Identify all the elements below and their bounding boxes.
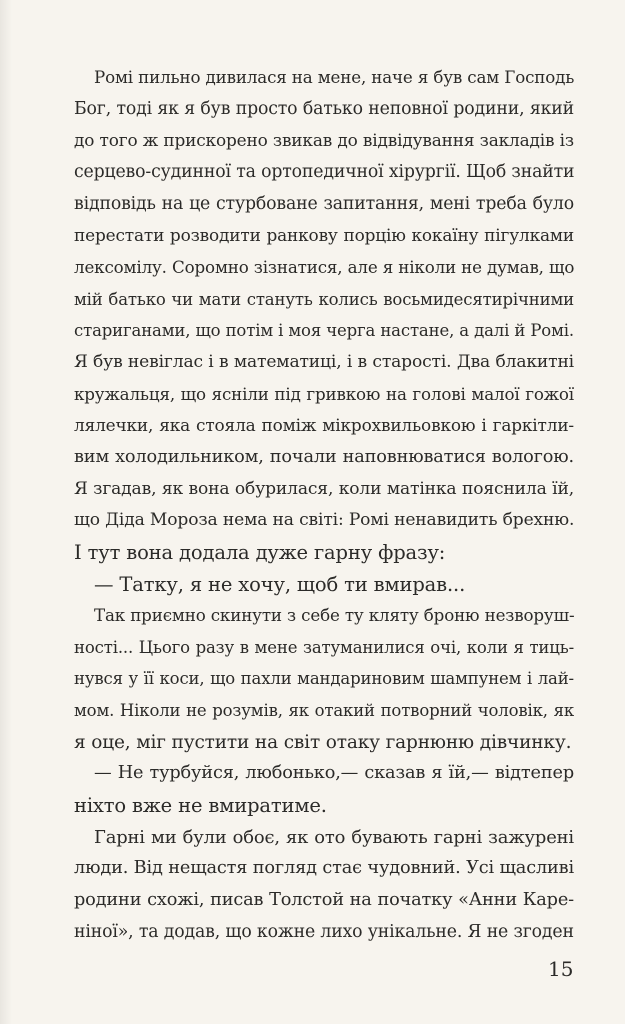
paragraph — [74, 758, 574, 821]
text-line: — Татку, я не хочу, щоб ти вмирав... — [94, 572, 466, 596]
page-number: 15 — [548, 957, 574, 981]
paragraph — [74, 822, 574, 949]
text-line: лексомілу. Соромно зізнатися, але я ніколи не думав, що — [74, 256, 575, 277]
text-line: мій батько чи мати стануть колись восьмидесятирічними — [74, 289, 574, 309]
text-line: до того ж прискорено звикав до відвідування закладів із — [74, 130, 574, 151]
text-line: кружальця, що ясніли під гривкою на голові малої гожої — [74, 383, 574, 404]
text-line: Ромі пильно дивилася на мене, наче я був сам Господь — [94, 67, 575, 87]
text-line: перестати розводити ранкову порцію кокаїну пігулками — [74, 225, 574, 246]
text-line: нувся у її коси, що пахли мандариновим шампунем і лай- — [74, 669, 574, 689]
text-line: ніної», та додав, що кожне лихо унікальне. Я не згоден — [74, 921, 574, 942]
text-line: Гарні ми були обоє, як ото бувають гарні зажурені — [94, 826, 574, 848]
text-line: Я був невіглас і в математиці, і в старості. Два блакитні — [74, 351, 574, 372]
text-line: ності... Цього разу в мене затуманилися очі, коли я тиць- — [74, 637, 574, 657]
body-text — [74, 62, 574, 948]
text-line: мом. Ніколи не розумів, як отакий потворний чоловік, як — [74, 701, 574, 721]
paragraph — [74, 600, 574, 758]
paragraph — [74, 62, 574, 569]
text-line: відповідь на це стурбоване запитання, мені треба було — [74, 193, 574, 214]
text-line: ніхто вже не вмиратиме. — [74, 794, 327, 818]
text-line: Так приємно скинути з себе ту кляту броню незворуш- — [94, 605, 575, 626]
text-line: серцево-судинної та ортопедичної хірургії. Щоб знайти — [74, 161, 575, 182]
paragraph — [74, 569, 574, 601]
text-line: родини схожі, писав Толстой на початку «Анни Каре- — [74, 890, 574, 911]
text-line: Бог, тоді як я був просто батько неповної родини, який — [74, 98, 574, 119]
text-line: що Діда Мороза нема на світі: Ромі ненавидить брехню. — [74, 510, 575, 531]
text-line: лялечки, яка стояла поміж мікрохвильовкою і гаркітли- — [74, 415, 574, 436]
page-gutter-shadow — [0, 0, 12, 1024]
text-line: І тут вона додала дуже гарну фразу: — [74, 540, 446, 564]
text-line: Я згадав, як вона обурилася, коли матінка пояснила їй, — [74, 478, 574, 499]
text-line: стариганами, що потім і моя черга настане, а далі й Ромі. — [74, 321, 574, 341]
text-line: люди. Від нещастя погляд стає чудовний. Усі щасливі — [74, 858, 574, 879]
text-line: вим холодильником, почали наповнюватися вологою. — [74, 446, 574, 467]
text-line: я оце, міг пустити на світ отаку гарнюню дівчинку. — [74, 731, 572, 753]
text-line: — Не турбуйся, любонько,— сказав я їй,— відтепер — [94, 763, 574, 784]
